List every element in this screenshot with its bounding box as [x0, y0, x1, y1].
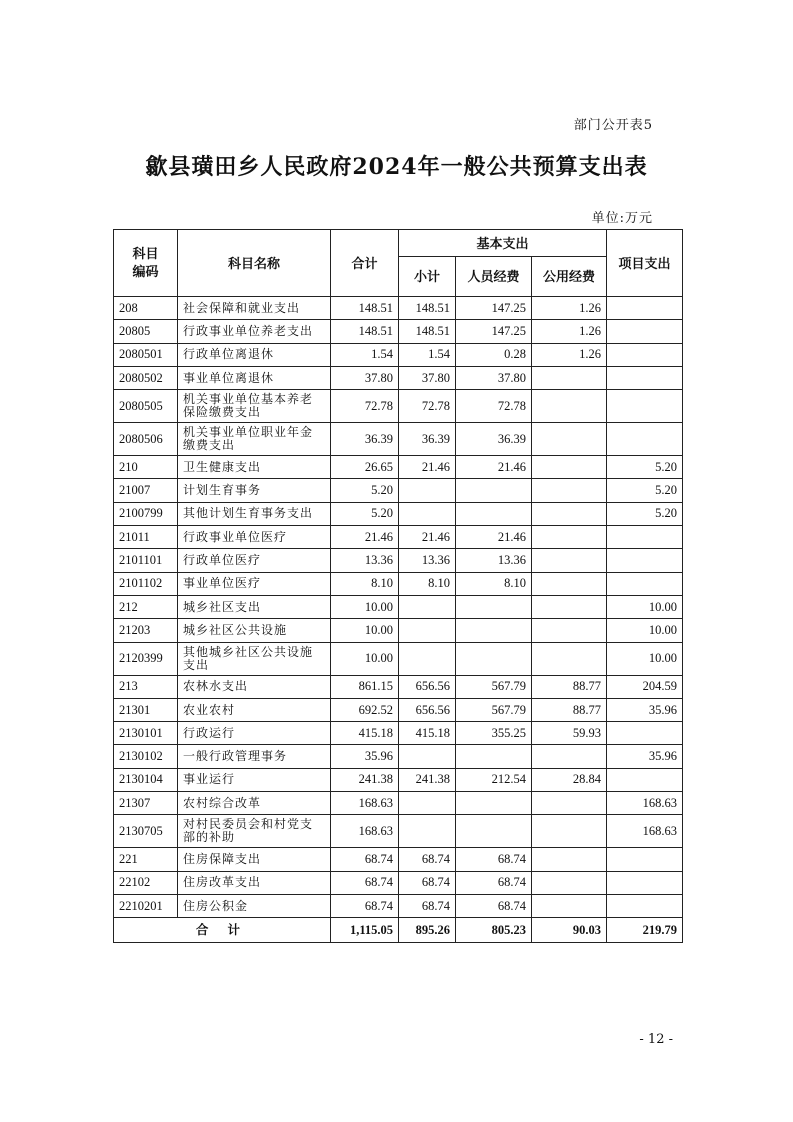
cell-personnel: 36.39 [456, 423, 532, 456]
header-basic: 基本支出 [399, 230, 607, 257]
cell-total: 241.38 [331, 768, 399, 791]
cell-personnel: 21.46 [456, 456, 532, 479]
table-row [114, 456, 683, 479]
cell-subtotal: 241.38 [399, 768, 456, 791]
table-row [114, 572, 683, 595]
total-project: 219.79 [607, 918, 683, 943]
cell-code: 2130101 [114, 722, 178, 745]
cell-total: 72.78 [331, 390, 399, 423]
cell-project: 5.20 [607, 502, 683, 525]
cell-total: 5.20 [331, 502, 399, 525]
table-row [114, 722, 683, 745]
cell-code: 2101102 [114, 572, 178, 595]
cell-project [607, 768, 683, 791]
cell-total: 168.63 [331, 792, 399, 815]
table-row [114, 642, 683, 675]
cell-project: 5.20 [607, 479, 683, 502]
cell-subtotal: 148.51 [399, 297, 456, 320]
cell-public [532, 642, 607, 675]
cell-name: 住房公积金 [178, 894, 331, 917]
header-name: 科目名称 [178, 230, 331, 297]
cell-project: 10.00 [607, 642, 683, 675]
cell-project: 10.00 [607, 619, 683, 642]
total-personnel: 805.23 [456, 918, 532, 943]
cell-subtotal: 1.54 [399, 343, 456, 366]
table-row [114, 792, 683, 815]
cell-name: 行政运行 [178, 722, 331, 745]
cell-code: 2130102 [114, 745, 178, 768]
cell-public: 1.26 [532, 297, 607, 320]
cell-personnel [456, 815, 532, 848]
table-row [114, 698, 683, 721]
table-row [114, 390, 683, 423]
table-row [114, 894, 683, 917]
cell-total: 37.80 [331, 366, 399, 389]
table-row [114, 619, 683, 642]
cell-project [607, 848, 683, 871]
budget-table [113, 229, 683, 943]
cell-subtotal: 148.51 [399, 320, 456, 343]
document-tag: 部门公开表5 [573, 118, 653, 133]
cell-subtotal: 21.46 [399, 456, 456, 479]
cell-personnel: 68.74 [456, 894, 532, 917]
cell-subtotal [399, 595, 456, 618]
cell-code: 2080505 [114, 390, 178, 423]
cell-personnel: 37.80 [456, 366, 532, 389]
cell-name: 农业农村 [178, 698, 331, 721]
cell-public [532, 848, 607, 871]
cell-total: 10.00 [331, 642, 399, 675]
cell-subtotal: 68.74 [399, 871, 456, 894]
cell-public [532, 502, 607, 525]
header-code: 科目 编码 [114, 230, 178, 297]
cell-name: 城乡社区公共设施 [178, 619, 331, 642]
cell-code: 21011 [114, 526, 178, 549]
table-row [114, 423, 683, 456]
header-public: 公用经费 [532, 257, 607, 297]
table-row [114, 848, 683, 871]
total-public: 90.03 [532, 918, 607, 943]
cell-total: 148.51 [331, 297, 399, 320]
cell-personnel [456, 479, 532, 502]
page-number: - 12 - [639, 1032, 673, 1047]
cell-total: 415.18 [331, 722, 399, 745]
cell-code: 208 [114, 297, 178, 320]
cell-public: 1.26 [532, 320, 607, 343]
cell-code: 2210201 [114, 894, 178, 917]
cell-project [607, 423, 683, 456]
table-row [114, 815, 683, 848]
cell-total: 13.36 [331, 549, 399, 572]
cell-name: 机关事业单位基本养老保险缴费支出 [178, 390, 331, 423]
cell-project [607, 366, 683, 389]
cell-public: 88.77 [532, 675, 607, 698]
cell-public [532, 871, 607, 894]
cell-project [607, 297, 683, 320]
cell-total: 36.39 [331, 423, 399, 456]
cell-public: 88.77 [532, 698, 607, 721]
cell-personnel: 567.79 [456, 698, 532, 721]
cell-public [532, 815, 607, 848]
cell-total: 26.65 [331, 456, 399, 479]
cell-public [532, 745, 607, 768]
page-title: 歙县璜田乡人民政府2024年一般公共预算支出表 [145, 154, 648, 180]
cell-subtotal [399, 792, 456, 815]
cell-personnel: 567.79 [456, 675, 532, 698]
cell-personnel: 13.36 [456, 549, 532, 572]
table-row [114, 595, 683, 618]
cell-subtotal: 656.56 [399, 675, 456, 698]
cell-code: 213 [114, 675, 178, 698]
cell-subtotal: 415.18 [399, 722, 456, 745]
cell-project [607, 526, 683, 549]
cell-personnel: 68.74 [456, 871, 532, 894]
cell-personnel [456, 642, 532, 675]
cell-public [532, 423, 607, 456]
cell-public [532, 595, 607, 618]
cell-name: 事业运行 [178, 768, 331, 791]
table-row [114, 745, 683, 768]
cell-project: 35.96 [607, 698, 683, 721]
cell-project [607, 320, 683, 343]
cell-code: 2100799 [114, 502, 178, 525]
cell-subtotal [399, 642, 456, 675]
cell-project: 204.59 [607, 675, 683, 698]
table-row [114, 479, 683, 502]
cell-public [532, 456, 607, 479]
cell-total: 68.74 [331, 848, 399, 871]
cell-code: 22102 [114, 871, 178, 894]
total-total: 1,115.05 [331, 918, 399, 943]
cell-name: 行政单位离退休 [178, 343, 331, 366]
header-total: 合计 [331, 230, 399, 297]
cell-subtotal: 36.39 [399, 423, 456, 456]
table-row [114, 320, 683, 343]
cell-personnel: 355.25 [456, 722, 532, 745]
cell-personnel: 0.28 [456, 343, 532, 366]
cell-total: 21.46 [331, 526, 399, 549]
cell-public [532, 366, 607, 389]
cell-project [607, 549, 683, 572]
cell-personnel: 21.46 [456, 526, 532, 549]
cell-code: 210 [114, 456, 178, 479]
cell-total: 692.52 [331, 698, 399, 721]
cell-project [607, 343, 683, 366]
cell-project: 168.63 [607, 815, 683, 848]
header-subtotal: 小计 [399, 257, 456, 297]
cell-public [532, 526, 607, 549]
table-row [114, 502, 683, 525]
cell-personnel: 72.78 [456, 390, 532, 423]
cell-code: 21007 [114, 479, 178, 502]
cell-total: 10.00 [331, 595, 399, 618]
cell-code: 2101101 [114, 549, 178, 572]
cell-personnel [456, 619, 532, 642]
table-row [114, 297, 683, 320]
cell-code: 21203 [114, 619, 178, 642]
cell-total: 68.74 [331, 894, 399, 917]
cell-code: 21307 [114, 792, 178, 815]
cell-personnel: 8.10 [456, 572, 532, 595]
cell-public [532, 894, 607, 917]
cell-code: 2130705 [114, 815, 178, 848]
cell-personnel: 147.25 [456, 320, 532, 343]
cell-public: 28.84 [532, 768, 607, 791]
cell-public [532, 792, 607, 815]
cell-name: 其他城乡社区公共设施支出 [178, 642, 331, 675]
cell-code: 2120399 [114, 642, 178, 675]
cell-subtotal [399, 745, 456, 768]
cell-name: 农林水支出 [178, 675, 331, 698]
cell-code: 2080506 [114, 423, 178, 456]
cell-project [607, 894, 683, 917]
cell-subtotal: 656.56 [399, 698, 456, 721]
cell-project: 5.20 [607, 456, 683, 479]
cell-personnel [456, 595, 532, 618]
cell-name: 卫生健康支出 [178, 456, 331, 479]
cell-subtotal: 8.10 [399, 572, 456, 595]
cell-project: 35.96 [607, 745, 683, 768]
cell-code: 2130104 [114, 768, 178, 791]
cell-name: 事业单位离退休 [178, 366, 331, 389]
cell-project: 168.63 [607, 792, 683, 815]
cell-total: 168.63 [331, 815, 399, 848]
cell-subtotal: 72.78 [399, 390, 456, 423]
cell-name: 农村综合改革 [178, 792, 331, 815]
cell-total: 68.74 [331, 871, 399, 894]
cell-project [607, 390, 683, 423]
table-row [114, 871, 683, 894]
cell-project [607, 722, 683, 745]
cell-personnel: 68.74 [456, 848, 532, 871]
cell-public [532, 619, 607, 642]
cell-code: 20805 [114, 320, 178, 343]
cell-subtotal: 68.74 [399, 848, 456, 871]
cell-code: 2080501 [114, 343, 178, 366]
cell-code: 221 [114, 848, 178, 871]
cell-subtotal: 68.74 [399, 894, 456, 917]
header-project: 项目支出 [607, 230, 683, 297]
cell-subtotal: 37.80 [399, 366, 456, 389]
table-row [114, 675, 683, 698]
cell-name: 行政单位医疗 [178, 549, 331, 572]
cell-code: 21301 [114, 698, 178, 721]
total-row [114, 918, 683, 943]
table-header [114, 230, 683, 297]
cell-project [607, 871, 683, 894]
cell-name: 计划生育事务 [178, 479, 331, 502]
cell-personnel [456, 745, 532, 768]
cell-personnel [456, 792, 532, 815]
cell-total: 8.10 [331, 572, 399, 595]
cell-name: 城乡社区支出 [178, 595, 331, 618]
total-subtotal: 895.26 [399, 918, 456, 943]
cell-subtotal [399, 815, 456, 848]
table-row [114, 549, 683, 572]
cell-name: 行政事业单位医疗 [178, 526, 331, 549]
table-row [114, 366, 683, 389]
cell-public [532, 549, 607, 572]
cell-total: 861.15 [331, 675, 399, 698]
cell-name: 其他计划生育事务支出 [178, 502, 331, 525]
cell-subtotal [399, 502, 456, 525]
cell-name: 事业单位医疗 [178, 572, 331, 595]
cell-code: 212 [114, 595, 178, 618]
table-row [114, 526, 683, 549]
cell-public: 1.26 [532, 343, 607, 366]
table-body [114, 297, 683, 918]
cell-project: 10.00 [607, 595, 683, 618]
table-row [114, 343, 683, 366]
cell-public: 59.93 [532, 722, 607, 745]
cell-total: 10.00 [331, 619, 399, 642]
cell-public [532, 390, 607, 423]
cell-subtotal: 21.46 [399, 526, 456, 549]
cell-name: 社会保障和就业支出 [178, 297, 331, 320]
cell-name: 住房改革支出 [178, 871, 331, 894]
cell-name: 对村民委员会和村党支部的补助 [178, 815, 331, 848]
cell-total: 148.51 [331, 320, 399, 343]
table-row [114, 768, 683, 791]
cell-name: 一般行政管理事务 [178, 745, 331, 768]
cell-name: 住房保障支出 [178, 848, 331, 871]
unit-label: 单位:万元 [591, 211, 653, 226]
header-personnel: 人员经费 [456, 257, 532, 297]
cell-subtotal [399, 619, 456, 642]
cell-total: 35.96 [331, 745, 399, 768]
cell-public [532, 572, 607, 595]
cell-personnel [456, 502, 532, 525]
cell-personnel: 147.25 [456, 297, 532, 320]
cell-subtotal: 13.36 [399, 549, 456, 572]
cell-code: 2080502 [114, 366, 178, 389]
cell-project [607, 572, 683, 595]
cell-personnel: 212.54 [456, 768, 532, 791]
cell-name: 行政事业单位养老支出 [178, 320, 331, 343]
cell-total: 1.54 [331, 343, 399, 366]
cell-total: 5.20 [331, 479, 399, 502]
cell-name: 机关事业单位职业年金缴费支出 [178, 423, 331, 456]
cell-subtotal [399, 479, 456, 502]
total-label: 合 计 [114, 918, 331, 943]
cell-public [532, 479, 607, 502]
